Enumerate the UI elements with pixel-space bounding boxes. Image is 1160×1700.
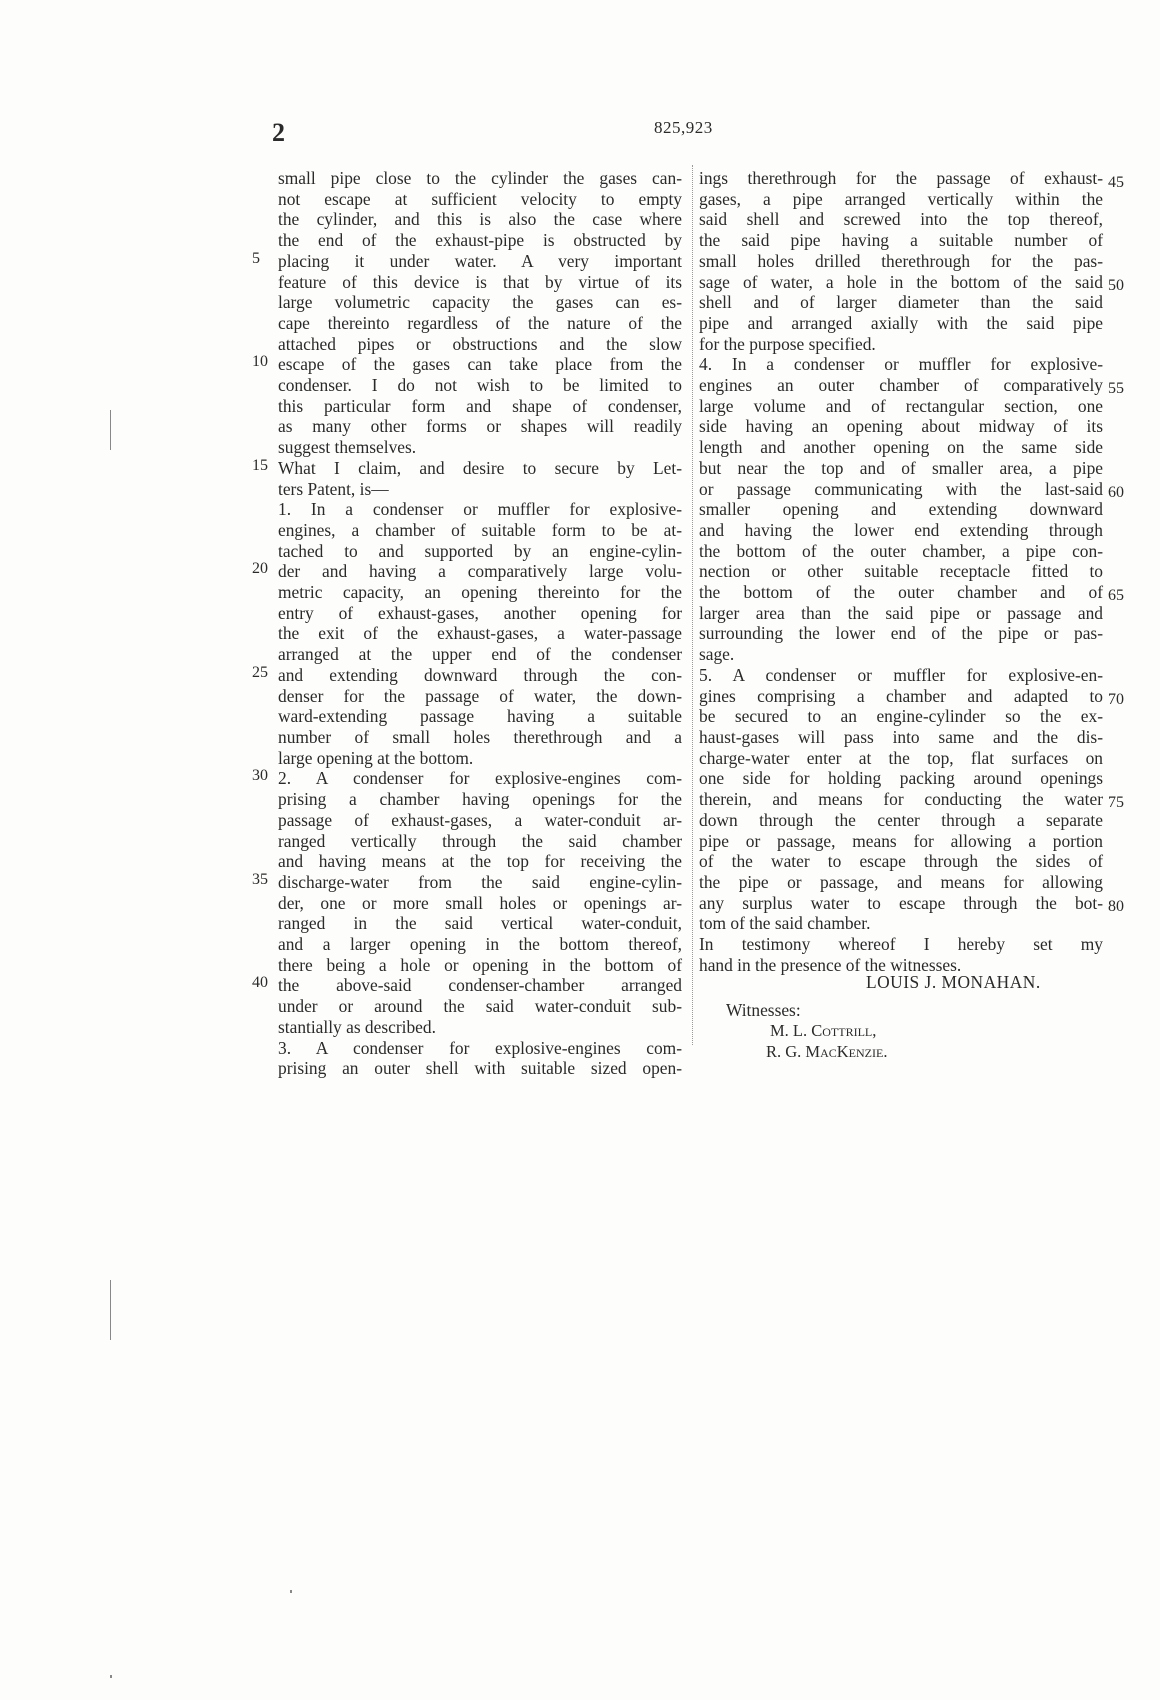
text-line: side having an opening about midway of its: [699, 416, 1103, 437]
text-line: as many other forms or shapes will readily: [278, 416, 682, 437]
text-line: stantially as described.: [278, 1016, 436, 1037]
text-line: ward-extending passage having a suitable: [278, 706, 682, 727]
text-line: attached pipes or obstructions and the slow: [278, 333, 682, 354]
text-line: tom of the said chamber.: [699, 913, 871, 934]
text-line: large opening at the bottom.: [278, 747, 474, 768]
line-number: 5: [252, 250, 260, 267]
line-number: 40: [252, 974, 268, 991]
text-line: this particular form and shape of condenser,: [278, 395, 682, 416]
text-line: but near the top and of smaller area, a pipe: [699, 457, 1103, 478]
line-number: 55: [1108, 380, 1124, 397]
text-line: In testimony whereof I hereby set my: [699, 934, 1103, 955]
text-line: placing it under water. A very important: [278, 250, 682, 271]
text-line: escape of the gases can take place from the: [278, 354, 682, 375]
text-line: 3. A condenser for explosive-engines com-: [278, 1037, 682, 1058]
text-line: ters Patent, is—: [278, 478, 389, 499]
text-line: charge-water enter at the top, flat surfaces on: [699, 747, 1103, 768]
line-number: 50: [1108, 277, 1124, 294]
text-line: nection or other suitable receptacle fitted to: [699, 561, 1103, 582]
text-line: the cylinder, and this is also the case where: [278, 209, 682, 230]
text-line: ings therethrough for the passage of exhaust-: [699, 168, 1103, 188]
line-number: 65: [1108, 587, 1124, 604]
text-line: of the water to escape through the sides of: [699, 851, 1103, 872]
text-line: hand in the presence of the witnesses.: [699, 954, 962, 975]
scan-speck: [110, 410, 111, 450]
text-line: tached to and supported by an engine-cylin-: [278, 540, 682, 561]
line-number: 30: [252, 767, 268, 784]
text-line: the above-said condenser-chamber arranged: [278, 975, 682, 996]
text-line: prising a chamber having openings for the: [278, 789, 682, 810]
text-line: gases, a pipe arranged vertically within the: [699, 188, 1103, 209]
column-divider: [692, 165, 693, 1045]
text-line: the pipe or passage, and means for allowing: [699, 871, 1103, 892]
text-line: the exit of the exhaust-gases, a water-passage: [278, 623, 682, 644]
text-line: the bottom of the outer chamber, a pipe con-: [699, 540, 1103, 561]
scan-speck: [110, 1280, 111, 1340]
line-number: 25: [252, 664, 268, 681]
patent-number: 825,923: [654, 118, 713, 137]
text-line: sage of water, a hole in the bottom of the said: [699, 271, 1103, 292]
text-line: engines an outer chamber of comparatively: [699, 375, 1103, 396]
text-line: metric capacity, an opening thereinto for the: [278, 582, 682, 603]
text-line: condenser. I do not wish to be limited to: [278, 375, 682, 396]
line-number: 35: [252, 871, 268, 888]
text-line: and a larger opening in the bottom thereof,: [278, 934, 682, 955]
text-line: cape thereinto regardless of the nature of the: [278, 312, 682, 333]
text-line: for the purpose specified.: [699, 333, 876, 354]
text-line: engines, a chamber of suitable form to be at-: [278, 519, 682, 540]
text-line: What I claim, and desire to secure by Let-: [278, 457, 682, 478]
text-line: entry of exhaust-gases, another opening for: [278, 602, 682, 623]
text-line: the end of the exhaust-pipe is obstructed by: [278, 230, 682, 251]
right-column: [699, 168, 1103, 975]
text-line: there being a hole or opening in the bottom of: [278, 954, 682, 975]
text-line: large volumetric capacity the gases can es-: [278, 292, 682, 313]
text-line: gines comprising a chamber and adapted to: [699, 685, 1103, 706]
text-line: ranged in the said vertical water-conduit,: [278, 913, 682, 934]
text-line: denser for the passage of water, the down-: [278, 685, 682, 706]
text-line: 2. A condenser for explosive-engines com-: [278, 768, 682, 789]
line-number: 80: [1108, 898, 1124, 915]
text-line: surrounding the lower end of the pipe or pas-: [699, 623, 1103, 644]
text-line: therein, and means for conducting the water: [699, 789, 1103, 810]
text-line: passage of exhaust-gases, a water-conduit ar-: [278, 809, 682, 830]
text-line: 4. In a condenser or muffler for explosive-: [699, 354, 1103, 375]
page-number: 2: [272, 118, 285, 147]
text-line: or passage communicating with the last-said: [699, 478, 1103, 499]
text-line: be secured to an engine-cylinder so the ex-: [699, 706, 1103, 727]
text-line: the bottom of the outer chamber and of: [699, 582, 1103, 603]
text-line: pipe and arranged axially with the said pipe: [699, 312, 1103, 333]
text-line: any surplus water to escape through the bot-: [699, 892, 1103, 913]
line-number: 75: [1108, 794, 1124, 811]
witness-name: M. L. Cottrill,: [770, 1021, 877, 1040]
text-line: down through the center through a separate: [699, 809, 1103, 830]
text-line: arranged at the upper end of the condenser: [278, 644, 682, 665]
scan-speck: [290, 1590, 292, 1593]
text-line: small pipe close to the cylinder the gases can-: [278, 168, 682, 188]
text-line: haust-gases will pass into same and the dis-: [699, 726, 1103, 747]
text-line: said shell and screwed into the top thereof,: [699, 209, 1103, 230]
line-number: 15: [252, 457, 268, 474]
text-line: length and another opening on the same side: [699, 437, 1103, 458]
text-line: sage.: [699, 644, 735, 665]
text-line: feature of this device is that by virtue of its: [278, 271, 682, 292]
text-line: shell and of larger diameter than the said: [699, 292, 1103, 313]
text-line: ranged vertically through the said chamber: [278, 830, 682, 851]
text-line: prising an outer shell with suitable sized open-: [278, 1058, 682, 1079]
text-line: and having the lower end extending through: [699, 519, 1103, 540]
text-line: smaller opening and extending downward: [699, 499, 1103, 520]
text-line: the said pipe having a suitable number of: [699, 230, 1103, 251]
witness-name: R. G. MacKenzie.: [766, 1042, 888, 1061]
line-number: 60: [1108, 484, 1124, 501]
text-line: number of small holes therethrough and a: [278, 726, 682, 747]
scan-speck: [110, 1675, 112, 1678]
text-line: 1. In a condenser or muffler for explosive-: [278, 499, 682, 520]
text-line: and having means at the top for receiving the: [278, 851, 682, 872]
text-line: pipe or passage, means for allowing a portion: [699, 830, 1103, 851]
text-line: under or around the said water-conduit sub-: [278, 996, 682, 1017]
text-line: 5. A condenser or muffler for explosive-en-: [699, 664, 1103, 685]
line-number: 70: [1108, 691, 1124, 708]
text-line: larger area than the said pipe or passage and: [699, 602, 1103, 623]
text-line: large volume and of rectangular section, one: [699, 395, 1103, 416]
text-line: one side for holding packing around openings: [699, 768, 1103, 789]
line-number: 20: [252, 560, 268, 577]
text-line: suggest themselves.: [278, 437, 417, 458]
text-line: and extending downward through the con-: [278, 664, 682, 685]
left-column: [278, 168, 682, 1079]
text-line: der, one or more small holes or openings ar-: [278, 892, 682, 913]
line-number: 10: [252, 353, 268, 370]
line-number: 45: [1108, 174, 1124, 191]
signature: LOUIS J. MONAHAN.: [866, 972, 1041, 992]
text-line: not escape at sufficient velocity to empty: [278, 188, 682, 209]
witnesses-label: Witnesses:: [726, 1000, 801, 1020]
text-line: discharge-water from the said engine-cylin-: [278, 871, 682, 892]
text-line: der and having a comparatively large volu-: [278, 561, 682, 582]
text-line: small holes drilled therethrough for the pas-: [699, 250, 1103, 271]
